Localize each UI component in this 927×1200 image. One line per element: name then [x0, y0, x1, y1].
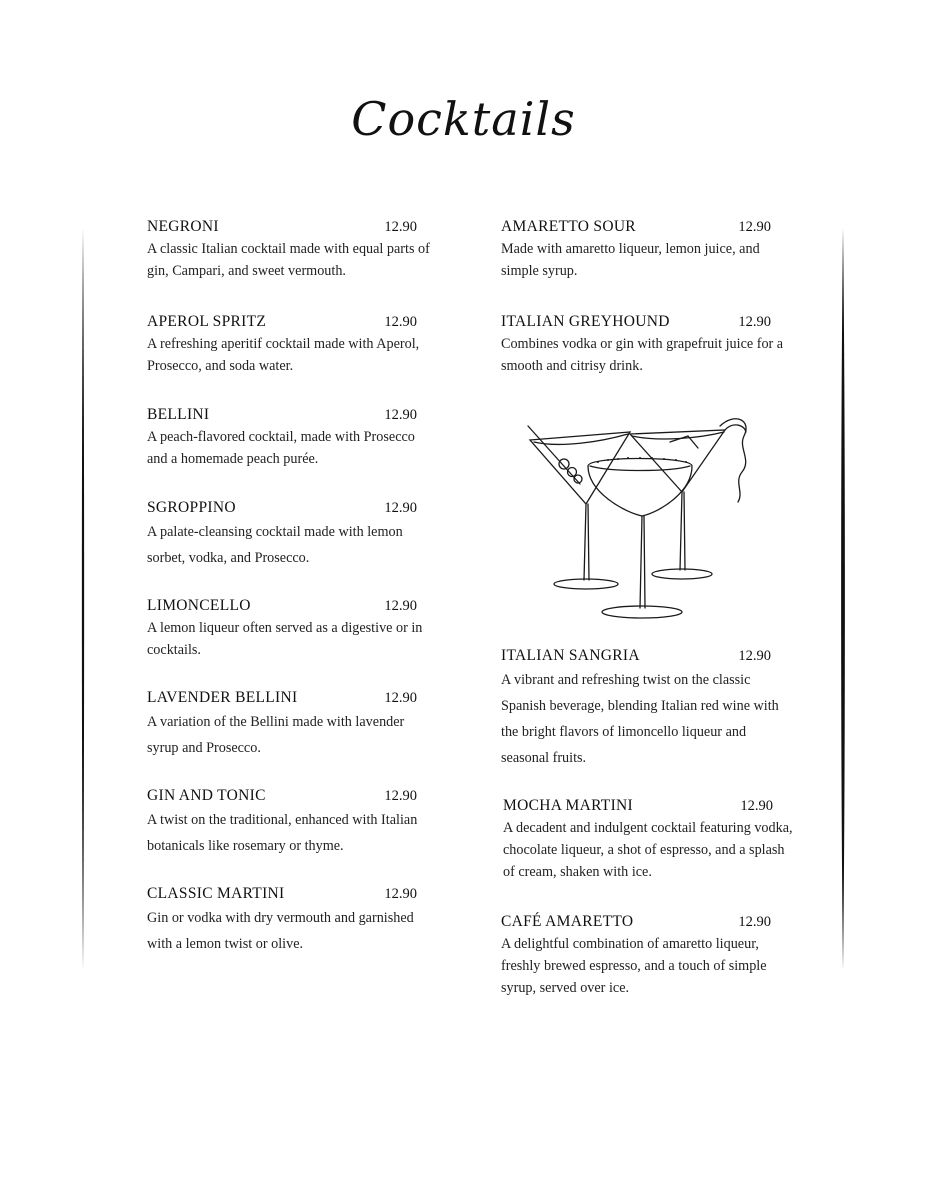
item-description: A peach-flavored cocktail, made with Prosecco and a homemade peach purée. [147, 429, 415, 467]
item-price: 12.90 [384, 219, 417, 235]
item-name: APEROL SPRITZ [147, 313, 267, 330]
item-name: ITALIAN SANGRIA [501, 647, 640, 664]
item-description: A variation of the Bellini made with lavender syrup and Prosecco. [147, 714, 405, 756]
item-name: MOCHA MARTINI [503, 797, 633, 814]
item-description: Gin or vodka with dry vermouth and garnished with a lemon twist or olive. [147, 910, 414, 952]
menu-item-classic-martini [147, 885, 447, 957]
menu-item-gin-and-tonic [147, 787, 447, 859]
item-name: GIN AND TONIC [147, 787, 266, 804]
menu-item-negroni [147, 218, 447, 282]
item-price: 12.90 [384, 788, 417, 804]
item-description: A refreshing aperitif cocktail made with Aperol, Prosecco, and soda water. [147, 336, 420, 374]
item-description: A vibrant and refreshing twist on the classic Spanish beverage, blending Italian red wine with the bright flavors of limoncello liqueur and seasonal fruits. [501, 672, 779, 766]
menu-item-amaretto-sour [501, 218, 801, 282]
item-price: 12.90 [384, 500, 417, 516]
item-price: 12.90 [384, 690, 417, 706]
menu-item-italian-sangria [501, 647, 801, 771]
item-price: 12.90 [740, 798, 773, 814]
item-description: A lemon liqueur often served as a digestive or in cocktails. [147, 620, 423, 658]
menu-item-aperol-spritz [147, 313, 447, 377]
item-price: 12.90 [384, 886, 417, 902]
item-description: A palate-cleansing cocktail made with lemon sorbet, vodka, and Prosecco. [147, 524, 403, 566]
item-price: 12.90 [738, 648, 771, 664]
item-description: A classic Italian cocktail made with equal parts of gin, Campari, and sweet vermouth. [147, 241, 430, 279]
item-price: 12.90 [738, 914, 771, 930]
menu-item-bellini [147, 406, 447, 470]
item-price: 12.90 [738, 314, 771, 330]
menu-item-limoncello [147, 597, 447, 661]
cocktail-glasses-icon [520, 412, 770, 622]
item-name: BELLINI [147, 406, 210, 423]
item-name: NEGRONI [147, 218, 219, 235]
menu-item-lavender-bellini [147, 689, 447, 761]
item-name: CAFÉ AMARETTO [501, 913, 634, 930]
item-description: A delightful combination of amaretto liqueur, freshly brewed espresso, and a touch of simple syrup, served over ice. [501, 936, 767, 996]
right-decorative-bar [840, 228, 846, 970]
menu-item-italian-greyhound [501, 313, 801, 377]
menu-item-sgroppino [147, 499, 447, 571]
item-price: 12.90 [384, 407, 417, 423]
item-description: A decadent and indulgent cocktail featuring vodka, chocolate liqueur, a shot of espresso, and a splash of cream, shaken with ice. [503, 820, 793, 880]
item-name: SGROPPINO [147, 499, 236, 516]
item-price: 12.90 [738, 219, 771, 235]
item-description: Combines vodka or gin with grapefruit juice for a smooth and citrisy drink. [501, 336, 784, 374]
menu-item-cafe-amaretto [501, 913, 801, 999]
item-price: 12.90 [384, 598, 417, 614]
left-decorative-bar [80, 228, 86, 970]
item-name: LAVENDER BELLINI [147, 689, 298, 706]
menu-title: Cocktails [351, 92, 576, 146]
item-name: LIMONCELLO [147, 597, 251, 614]
menu-item-mocha-martini [503, 797, 803, 883]
item-name: ITALIAN GREYHOUND [501, 313, 670, 330]
item-name: CLASSIC MARTINI [147, 885, 285, 902]
item-description: A twist on the traditional, enhanced with Italian botanicals like rosemary or thyme. [147, 812, 418, 854]
item-price: 12.90 [384, 314, 417, 330]
item-description: Made with amaretto liqueur, lemon juice, and simple syrup. [501, 241, 760, 279]
item-name: AMARETTO SOUR [501, 218, 636, 235]
